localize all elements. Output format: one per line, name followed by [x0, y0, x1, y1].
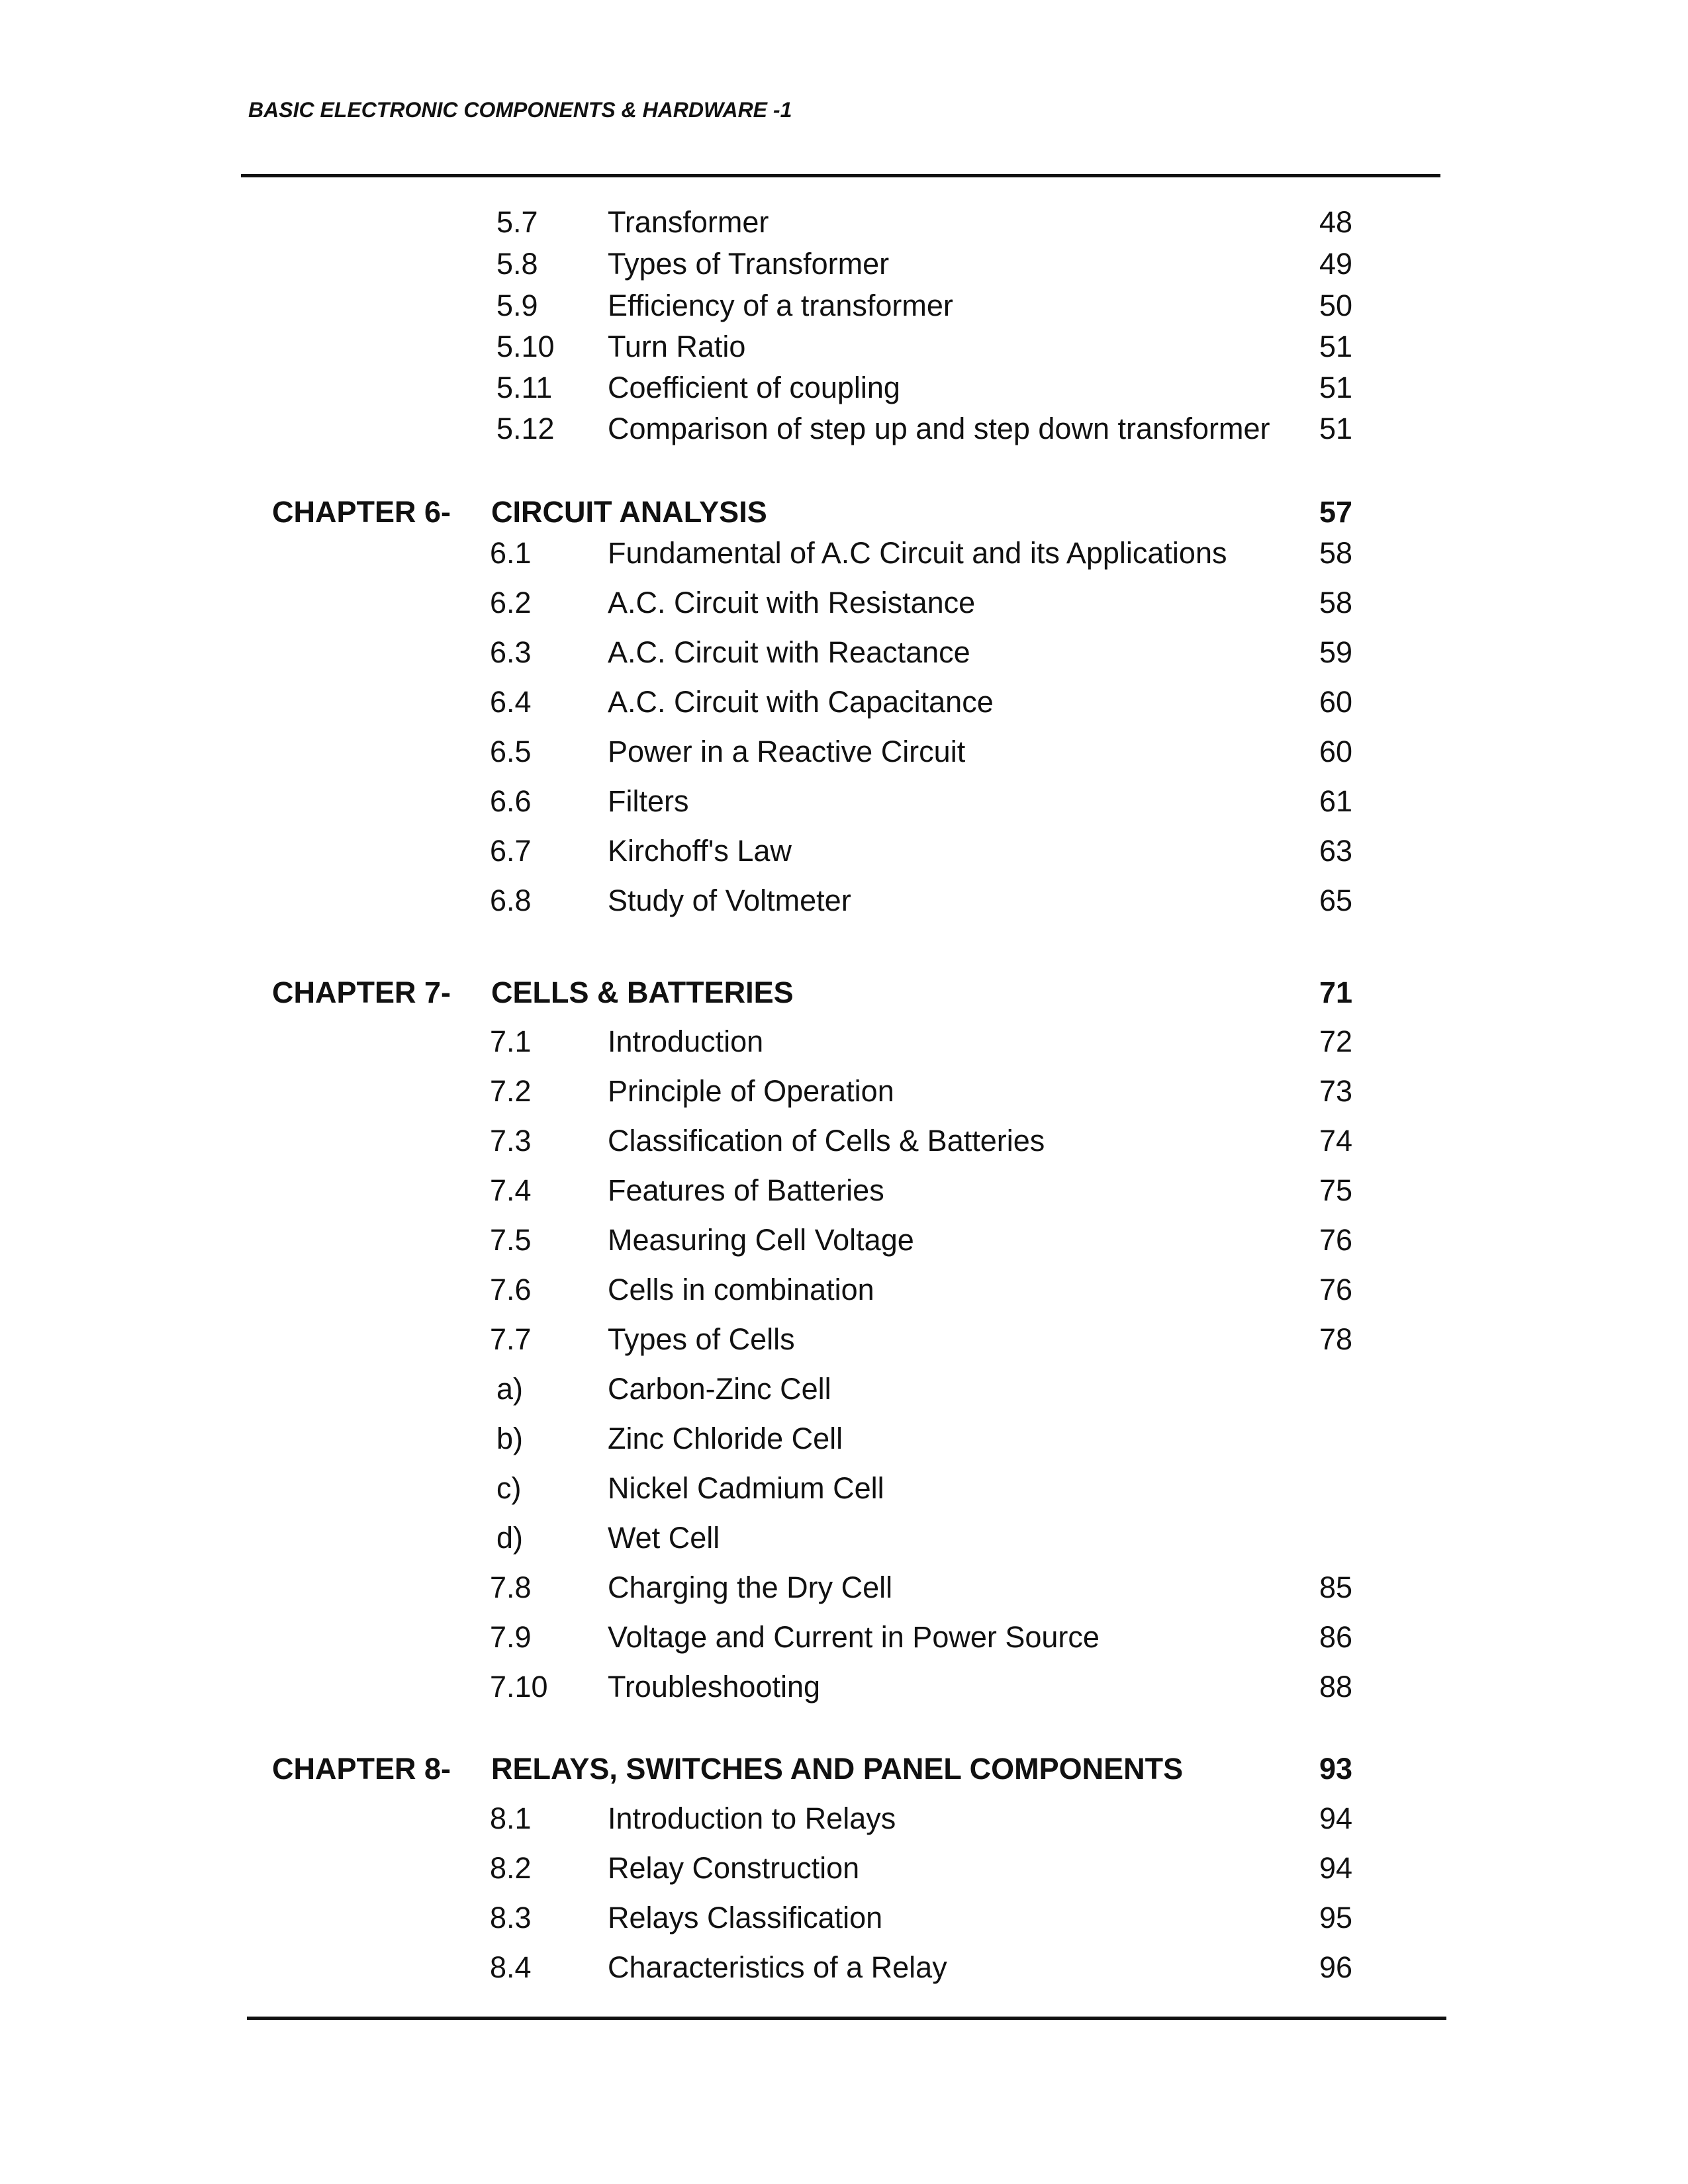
chapter-heading	[0, 492, 1688, 532]
entry-page: 58	[1319, 536, 1353, 570]
toc-entry	[0, 244, 1688, 284]
toc-subentry	[0, 1518, 1688, 1558]
toc-entry	[0, 1220, 1688, 1260]
entry-number: 6.7	[490, 834, 532, 868]
toc-entry	[0, 1898, 1688, 1938]
entry-page: 95	[1319, 1901, 1353, 1934]
entry-number: 6.2	[490, 586, 532, 619]
toc-subentry	[0, 1469, 1688, 1508]
entry-page: 59	[1319, 635, 1353, 669]
entry-page: 51	[1319, 330, 1353, 363]
top-rule	[241, 174, 1440, 177]
toc-entry	[0, 1617, 1688, 1657]
entry-number: 7.9	[490, 1620, 532, 1654]
chapter-title: CELLS & BATTERIES	[491, 976, 794, 1009]
chapter-page: 71	[1319, 976, 1353, 1009]
chapter-label: CHAPTER 6-	[272, 495, 451, 529]
entry-number: 7.2	[490, 1074, 532, 1108]
entry-number: 7.3	[490, 1124, 532, 1158]
entry-title: Relay Construction	[608, 1851, 860, 1885]
toc-entry	[0, 782, 1688, 821]
entry-title: Measuring Cell Voltage	[608, 1223, 914, 1257]
entry-page: 94	[1319, 1851, 1353, 1885]
entry-number: 6.5	[490, 735, 532, 768]
toc-entry	[0, 633, 1688, 672]
toc-entry	[0, 286, 1688, 326]
entry-number: 5.9	[496, 289, 538, 322]
entry-page: 78	[1319, 1322, 1353, 1356]
entry-number: 7.7	[490, 1322, 532, 1356]
entry-number: 7.5	[490, 1223, 532, 1257]
chapter-heading	[0, 1749, 1688, 1789]
entry-number: 8.1	[490, 1801, 532, 1835]
entry-page: 58	[1319, 586, 1353, 619]
entry-page: 48	[1319, 205, 1353, 239]
toc-entry	[0, 732, 1688, 772]
entry-page: 76	[1319, 1273, 1353, 1306]
entry-title: A.C. Circuit with Capacitance	[608, 685, 994, 719]
entry-page: 94	[1319, 1801, 1353, 1835]
entry-title: Features of Batteries	[608, 1173, 884, 1207]
entry-title: Classification of Cells & Batteries	[608, 1124, 1045, 1158]
entry-title: A.C. Circuit with Resistance	[608, 586, 976, 619]
entry-title: Principle of Operation	[608, 1074, 894, 1108]
entry-title: Charging the Dry Cell	[608, 1570, 893, 1604]
toc-entry	[0, 533, 1688, 573]
bottom-rule	[247, 2017, 1446, 2020]
toc-entry	[0, 1667, 1688, 1707]
entry-title: Troubleshooting	[608, 1670, 821, 1704]
toc-entry	[0, 327, 1688, 367]
entry-number: 5.8	[496, 247, 538, 281]
toc-subentry	[0, 1419, 1688, 1459]
entry-title: Filters	[608, 784, 689, 818]
entry-number: 6.6	[490, 784, 532, 818]
toc-entry	[0, 1270, 1688, 1310]
toc-entry	[0, 831, 1688, 871]
entry-number: 6.3	[490, 635, 532, 669]
entry-number: 5.7	[496, 205, 538, 239]
entry-page: 49	[1319, 247, 1353, 281]
toc-entry	[0, 368, 1688, 408]
entry-page: 60	[1319, 685, 1353, 719]
toc-entry	[0, 409, 1688, 449]
entry-page: 50	[1319, 289, 1353, 322]
toc-entry	[0, 1071, 1688, 1111]
entry-title: Power in a Reactive Circuit	[608, 735, 966, 768]
entry-number: d)	[496, 1521, 524, 1555]
entry-title: Relays Classification	[608, 1901, 883, 1934]
entry-page: 51	[1319, 371, 1353, 404]
toc-entry	[0, 203, 1688, 242]
entry-title: Transformer	[608, 205, 769, 239]
entry-page: 65	[1319, 884, 1353, 917]
entry-title: Types of Transformer	[608, 247, 890, 281]
entry-number: 8.2	[490, 1851, 532, 1885]
entry-title: Introduction	[608, 1024, 764, 1058]
entry-number: 8.4	[490, 1950, 532, 1984]
entry-page: 63	[1319, 834, 1353, 868]
entry-title: Turn Ratio	[608, 330, 746, 363]
entry-number: 6.8	[490, 884, 532, 917]
entry-page: 74	[1319, 1124, 1353, 1158]
entry-number: b)	[496, 1422, 524, 1455]
entry-page: 86	[1319, 1620, 1353, 1654]
entry-number: a)	[496, 1372, 524, 1406]
chapter-label: CHAPTER 7-	[272, 976, 451, 1009]
entry-title: Comparison of step up and step down transformer	[608, 412, 1270, 445]
toc-entry	[0, 881, 1688, 921]
running-header: BASIC ELECTRONIC COMPONENTS & HARDWARE -1	[248, 98, 792, 122]
entry-page: 76	[1319, 1223, 1353, 1257]
toc-entry	[0, 583, 1688, 623]
entry-page: 61	[1319, 784, 1353, 818]
entry-number: 8.3	[490, 1901, 532, 1934]
entry-number: 6.1	[490, 536, 532, 570]
entry-title: Fundamental of A.C Circuit and its Applications	[608, 536, 1227, 570]
entry-page: 60	[1319, 735, 1353, 768]
chapter-page: 57	[1319, 495, 1353, 529]
entry-page: 51	[1319, 412, 1353, 445]
entry-number: 7.8	[490, 1570, 532, 1604]
toc-entry	[0, 1848, 1688, 1888]
entry-title: Nickel Cadmium Cell	[608, 1471, 884, 1505]
entry-title: Study of Voltmeter	[608, 884, 851, 917]
entry-number: 5.12	[496, 412, 555, 445]
chapter-title: CIRCUIT ANALYSIS	[491, 495, 767, 529]
entry-title: Characteristics of a Relay	[608, 1950, 947, 1984]
entry-title: Voltage and Current in Power Source	[608, 1620, 1100, 1654]
entry-title: Efficiency of a transformer	[608, 289, 953, 322]
entry-number: 7.1	[490, 1024, 532, 1058]
entry-title: Wet Cell	[608, 1521, 720, 1555]
entry-title: Cells in combination	[608, 1273, 874, 1306]
entry-page: 88	[1319, 1670, 1353, 1704]
entry-title: A.C. Circuit with Reactance	[608, 635, 970, 669]
entry-number: 7.4	[490, 1173, 532, 1207]
chapter-page: 93	[1319, 1752, 1353, 1786]
entry-page: 75	[1319, 1173, 1353, 1207]
entry-page: 73	[1319, 1074, 1353, 1108]
toc-entry	[0, 1171, 1688, 1210]
entry-title: Coefficient of coupling	[608, 371, 900, 404]
toc-entry	[0, 1568, 1688, 1608]
entry-title: Carbon-Zinc Cell	[608, 1372, 831, 1406]
entry-number: 7.10	[490, 1670, 548, 1704]
entry-title: Zinc Chloride Cell	[608, 1422, 843, 1455]
entry-title: Kirchoff's Law	[608, 834, 792, 868]
entry-number: 5.11	[496, 371, 553, 404]
toc-entry	[0, 1320, 1688, 1359]
entry-page: 85	[1319, 1570, 1353, 1604]
toc-entry	[0, 1121, 1688, 1161]
entry-number: 7.6	[490, 1273, 532, 1306]
entry-number: c)	[496, 1471, 522, 1505]
toc-entry	[0, 682, 1688, 722]
toc-subentry	[0, 1369, 1688, 1409]
entry-number: 6.4	[490, 685, 532, 719]
toc-entry	[0, 1799, 1688, 1839]
entry-number: 5.10	[496, 330, 555, 363]
entry-page: 72	[1319, 1024, 1353, 1058]
chapter-title: RELAYS, SWITCHES AND PANEL COMPONENTS	[491, 1752, 1184, 1786]
entry-page: 96	[1319, 1950, 1353, 1984]
entry-title: Types of Cells	[608, 1322, 795, 1356]
toc-entry	[0, 1022, 1688, 1062]
chapter-heading	[0, 973, 1688, 1013]
entry-title: Introduction to Relays	[608, 1801, 896, 1835]
toc-entry	[0, 1948, 1688, 1987]
chapter-label: CHAPTER 8-	[272, 1752, 451, 1786]
